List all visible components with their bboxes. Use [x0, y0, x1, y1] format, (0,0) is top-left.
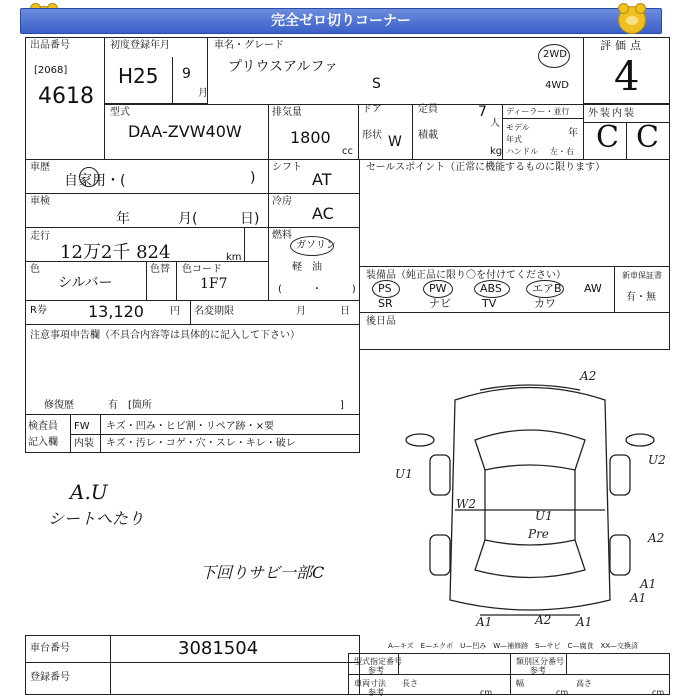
dimensions-label: 車両寸法: [354, 679, 386, 688]
color-label: 色: [30, 264, 40, 275]
history-close: ): [250, 170, 256, 186]
mascot-bear-icon: [618, 6, 646, 34]
inspector-interior: 内装: [74, 438, 94, 449]
col-divider: [566, 653, 567, 674]
recycle-value: 13,120: [88, 302, 144, 321]
right-front-wheel: [610, 455, 630, 495]
equip-navi: ナビ: [429, 297, 451, 310]
dimensions-width: 幅: [516, 679, 524, 688]
col-divider: [146, 261, 147, 300]
mark-a1-bottom-right: A1: [576, 615, 593, 629]
handwritten-line-1: A.U: [70, 480, 108, 504]
guarantee-label: 新車保証書: [622, 271, 662, 280]
category-no-ref: 参考: [530, 666, 546, 675]
row-divider: [348, 674, 670, 675]
registration-label: 初度登録年月: [110, 40, 170, 51]
name-change-day: 日: [340, 306, 350, 317]
doors-shape-label: 形状: [362, 130, 382, 141]
displacement-unit: cc: [342, 146, 353, 157]
inspection-day: 日): [240, 211, 260, 227]
displacement-value: 1800: [290, 128, 331, 147]
row-divider: [25, 193, 360, 194]
category-no-label: 類別区分番号: [516, 657, 564, 666]
color-code: 1F7: [200, 276, 228, 292]
load-unit: kg: [490, 146, 503, 157]
capacity-unit: 人: [490, 118, 500, 129]
repair-value: 有: [108, 400, 118, 411]
handle-label: ハンドル: [506, 147, 538, 156]
col-divider: [176, 261, 177, 300]
left-front-wheel: [430, 455, 450, 495]
model-label: 型式: [110, 107, 130, 118]
mark-a1-right-low: A1: [630, 591, 647, 605]
damage-legend: A—キズ E—エクボ U—凹み W—補修跡 S—サビ C—腐食 XX—交換済: [388, 642, 639, 650]
displacement-label: 排気量: [272, 107, 302, 118]
guarantee-value: 有・無: [626, 292, 656, 303]
ac-value: AC: [312, 204, 334, 223]
row-divider: [70, 434, 360, 435]
handwritten-line-3: 下回りサビ一部C: [200, 563, 325, 582]
notes-label: 注意事項申告欄（不具合内容等は具体的に記入して下さい）: [30, 330, 300, 341]
plate-label: 登録番号: [30, 672, 70, 683]
mark-a1-bottom-left: A1: [476, 615, 493, 629]
sales-section: [360, 160, 670, 350]
handle-options: 左・右: [550, 147, 574, 156]
row-divider: [360, 266, 670, 267]
mark-a2-right: A2: [648, 531, 665, 545]
mileage-unit: km: [226, 252, 242, 263]
recycle-unit: 円: [170, 306, 180, 317]
drive-4wd: 4WD: [545, 80, 569, 91]
rear-seat-label: 後日品: [366, 316, 396, 327]
type-designation-label: 型式指定番号: [354, 657, 402, 666]
dimensions-length: 長さ: [402, 679, 418, 688]
doors-shape: W: [388, 134, 402, 150]
score-value: 4: [614, 54, 640, 100]
col-divider: [244, 227, 245, 261]
lot-sub: [2068]: [34, 65, 68, 76]
history-value: 自家用・(: [64, 173, 126, 189]
mark-u2-right: U2: [648, 453, 666, 467]
history-label: 車歴: [30, 162, 50, 173]
ext-int-label: 外装内装: [588, 108, 636, 119]
inspection-label: 車検: [30, 196, 50, 207]
color-change-label: 色替: [150, 264, 170, 275]
col-divider: [110, 663, 111, 695]
equip-tv: TV: [482, 297, 497, 310]
equip-abs: ABS: [480, 282, 502, 295]
dimensions-ref: 参考: [368, 688, 384, 697]
color-value: シルバー: [58, 275, 113, 291]
model-year-label: モデル年式: [506, 123, 530, 144]
recycle-label: R券: [30, 305, 47, 316]
chassis-label: 車台番号: [30, 643, 70, 654]
model-value: DAA-ZVW40W: [128, 122, 242, 141]
col-divider: [412, 104, 413, 160]
repair-place: [箇所: [128, 400, 152, 411]
model-year-unit: 年: [568, 128, 578, 139]
mark-u1-left: U1: [395, 467, 413, 481]
fuel-diesel: 軽 油: [292, 262, 322, 273]
col-divider: [398, 653, 399, 674]
inspection-month: 月(: [178, 211, 198, 227]
ac-label: 冷房: [272, 196, 292, 207]
rear-window: [475, 540, 585, 578]
shift-value: AT: [312, 170, 332, 189]
name-change-label: 名変期限: [194, 306, 234, 317]
dimensions-height-unit: cm: [652, 688, 665, 697]
mark-a2-bottom: A2: [535, 613, 552, 627]
lot-label: 出品番号: [30, 40, 70, 51]
header-title: 完全ゼロ切りコーナー: [20, 8, 662, 34]
col-divider: [268, 160, 269, 300]
right-rear-wheel: [610, 535, 630, 575]
left-rear-wheel: [430, 535, 450, 575]
registration-month-unit: 月: [198, 88, 208, 99]
dealer-label: ディーラー・並行: [506, 107, 570, 116]
col-divider: [502, 104, 503, 160]
col-divider: [358, 104, 359, 160]
equip-ps: PS: [378, 282, 392, 295]
color-code-label: 色コード: [182, 264, 222, 275]
inspector-fw: FW: [74, 421, 90, 432]
fuel-label: 燃料: [272, 230, 292, 241]
exterior-value: C: [596, 120, 619, 155]
interior-value: C: [636, 120, 659, 155]
windshield: [475, 430, 585, 470]
right-mirror: [626, 434, 654, 446]
fuel-paren: ( ・ ): [278, 284, 356, 295]
chassis-value: 3081504: [178, 638, 259, 659]
shift-label: シフト: [272, 162, 302, 173]
plate-row: [25, 663, 360, 695]
equip-airbag: エアB: [532, 282, 562, 295]
vehicle-damage-diagram: [380, 360, 680, 630]
col-divider: [190, 300, 191, 325]
row-divider: [105, 104, 670, 105]
repair-close: ]: [340, 400, 344, 411]
drive-2wd: 2WD: [543, 49, 567, 60]
equip-pw: PW: [429, 282, 447, 295]
fuel-gasoline: ガソリン: [296, 240, 336, 251]
equipment-label: 装備品（純正品に限り〇を付けてください）: [366, 270, 566, 281]
registration-month: 9: [182, 66, 191, 82]
inspector-interior-items: キズ・汚レ・コゲ・穴・スレ・キレ・破レ: [106, 438, 296, 449]
car-name: プリウスアルファ: [228, 59, 339, 75]
registration-year: H25: [118, 64, 159, 88]
mark-pre: Pre: [528, 527, 549, 541]
dimensions-height: 高さ: [576, 679, 592, 688]
capacity-value: 7: [478, 104, 487, 120]
inspector-fw-items: キズ・凹み・ヒビ割・リペア跡・×要: [106, 421, 274, 432]
lot-number: 4618: [38, 84, 94, 109]
equip-sr: SR: [378, 297, 393, 310]
col-divider: [110, 635, 111, 663]
mark-a2-top: A2: [580, 369, 597, 383]
mileage-label: 走行: [30, 231, 50, 242]
col-divider: [268, 104, 269, 160]
col-divider: [626, 122, 627, 160]
car-grade: S: [372, 76, 381, 92]
row-divider: [25, 227, 360, 228]
mark-a1-right: A1: [640, 577, 657, 591]
inspector-label-1: 検査員: [28, 421, 58, 432]
equip-leather: カワ: [534, 297, 556, 310]
dimensions-width-unit: cm: [556, 688, 569, 697]
col-divider: [100, 415, 101, 453]
mileage-value: 12万2千 824: [60, 242, 171, 263]
mark-u1-center: U1: [535, 509, 553, 523]
inspection-year: 年: [116, 211, 130, 227]
dimensions-length-unit: cm: [480, 688, 493, 697]
doors-label: ドア: [362, 104, 382, 115]
load-label: 積載: [418, 130, 438, 141]
left-mirror: [406, 434, 434, 446]
score-label: 評価点: [600, 39, 645, 52]
col-divider: [583, 104, 584, 160]
repair-label: 修復歴: [44, 400, 74, 411]
name-change-month: 月: [296, 306, 306, 317]
inspector-label-2: 記入欄: [28, 437, 58, 448]
handwritten-line-2: シートへたり: [48, 509, 145, 528]
car-label: 車名・グレード: [214, 40, 284, 51]
mark-w2: W2: [456, 497, 476, 511]
equip-aw: AW: [584, 282, 602, 295]
type-designation-ref: 参考: [368, 666, 384, 675]
row-divider: [360, 312, 670, 313]
sales-points-label: セールスポイント（正常に機能するものに限ります）: [366, 162, 606, 173]
row-divider: [25, 300, 360, 301]
capacity-label: 定員: [418, 104, 438, 115]
row-divider: [502, 118, 583, 119]
col-divider: [614, 266, 615, 312]
